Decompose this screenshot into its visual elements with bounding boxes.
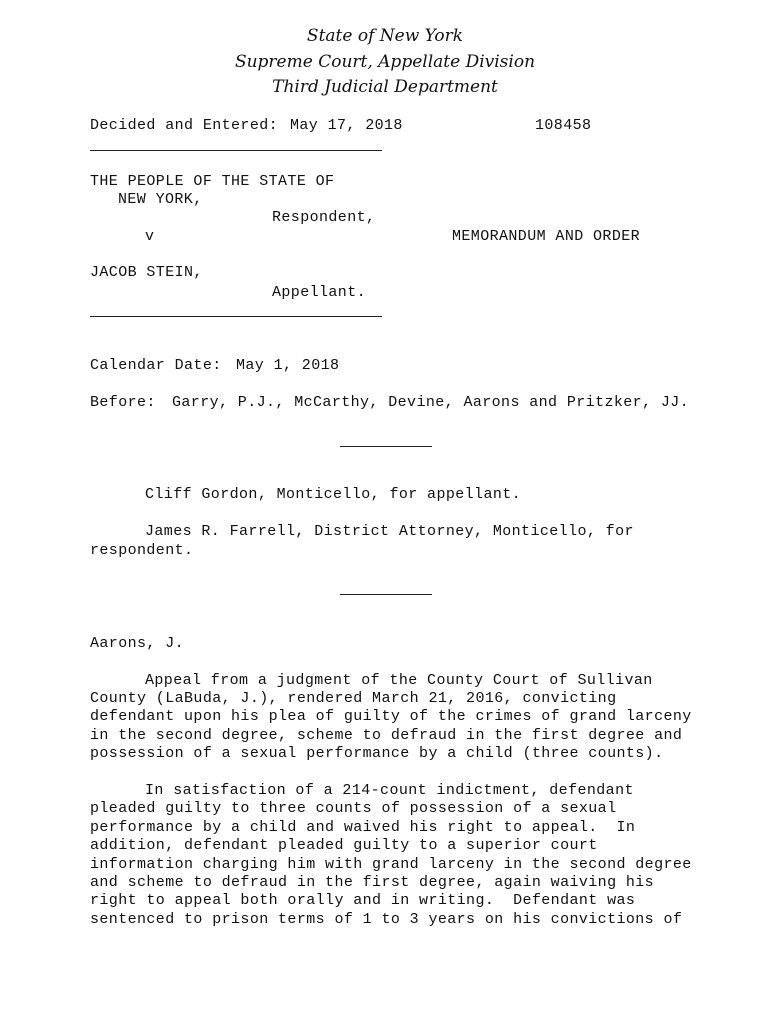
paragraph-line: County (LaBuda, J.), rendered March 21, 2016, convicting: [90, 690, 617, 707]
versus-marker: v: [145, 228, 155, 245]
decided-label: Decided and Entered:: [90, 117, 279, 134]
party1-name-line1: THE PEOPLE OF THE STATE OF: [90, 173, 335, 190]
paragraph-line: performance by a child and waived his right to appeal. In: [90, 819, 636, 836]
paragraph-line: information charging him with grand larceny in the second degree: [90, 856, 692, 873]
court-name-heading: Supreme Court, Appellate Division: [234, 52, 536, 72]
respondent-counsel-line1: James R. Farrell, District Attorney, Monticello, for: [145, 523, 634, 540]
party1-name-line2: NEW YORK,: [118, 191, 203, 208]
paragraph-line: In satisfaction of a 214-count indictment, defendant: [145, 782, 634, 799]
paragraph-line: addition, defendant pleaded guilty to a superior court: [90, 837, 598, 854]
paragraph-line: defendant upon his plea of guilty of the crimes of grand larceny: [90, 708, 692, 725]
section-divider-2: [340, 594, 432, 595]
caption-bottom-rule: [90, 316, 382, 317]
paragraph-line: possession of a sexual performance by a child (three counts).: [90, 745, 664, 762]
appellant-counsel: Cliff Gordon, Monticello, for appellant.: [145, 486, 522, 503]
party2-role: Appellant.: [272, 284, 367, 301]
before-label: Before:: [90, 394, 156, 411]
decided-date: May 17, 2018: [290, 117, 403, 134]
party2-name: JACOB STEIN,: [90, 264, 203, 281]
calendar-date-label: Calendar Date:: [90, 357, 222, 374]
respondent-counsel-line2: respondent.: [90, 542, 194, 559]
party1-role: Respondent,: [272, 209, 376, 226]
section-divider-1: [340, 446, 432, 447]
opinion-author: Aarons, J.: [90, 635, 185, 652]
paragraph-line: pleaded guilty to three counts of possession of a sexual: [90, 800, 617, 817]
caption-top-rule: [90, 150, 382, 151]
document-type: MEMORANDUM AND ORDER: [452, 228, 641, 245]
justices-list: Garry, P.J., McCarthy, Devine, Aarons and Pritzker, JJ.: [172, 394, 690, 411]
paragraph-line: Appeal from a judgment of the County Court of Sullivan: [145, 672, 653, 689]
calendar-date: May 1, 2018: [236, 357, 340, 374]
paragraph-line: right to appeal both orally and in writing. Defendant was: [90, 892, 636, 909]
paragraph-line: in the second degree, scheme to defraud in the first degree and: [90, 727, 683, 744]
paragraph-line: sentenced to prison terms of 1 to 3 years on his convictions of: [90, 911, 683, 928]
paragraph-line: and scheme to defraud in the first degree, again waiving his: [90, 874, 655, 891]
court-department-heading: Third Judicial Department: [272, 77, 498, 97]
docket-number: 108458: [535, 117, 592, 134]
court-state-heading: State of New York: [306, 26, 464, 46]
